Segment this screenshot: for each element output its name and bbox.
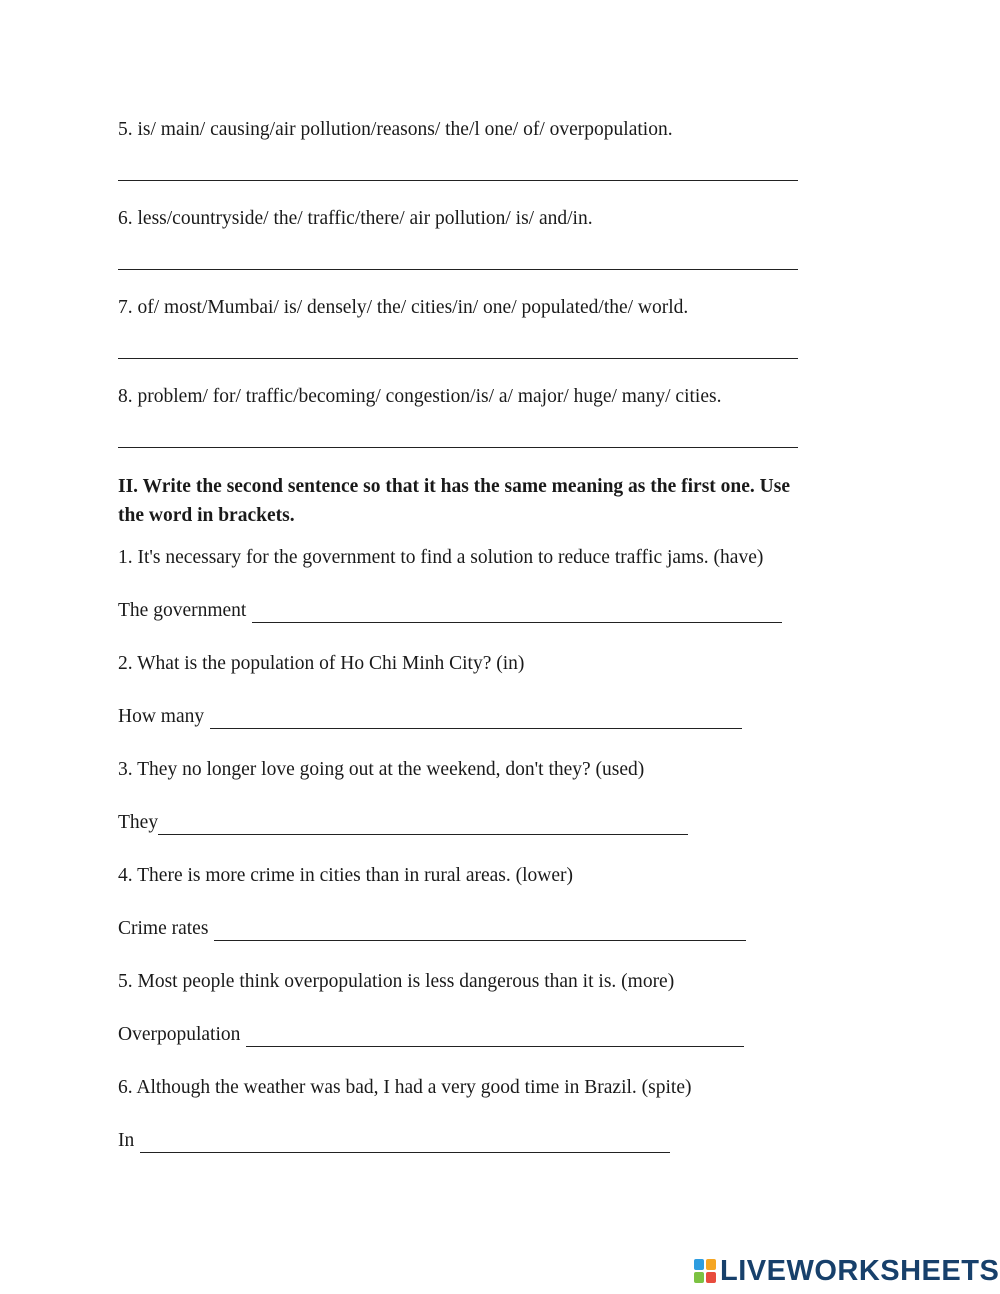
rewrite-answer-row-6 — [118, 1129, 670, 1153]
rewrite-answer-line-3[interactable] — [158, 816, 688, 835]
rewrite-answer-row-5 — [118, 1023, 744, 1047]
answer-line-5[interactable] — [118, 180, 798, 181]
rewrite-answer-row-1 — [118, 599, 782, 623]
exercise-item-6: 6. less/countryside/ the/ traffic/there/ air pollution/ is/ and/in. — [118, 208, 593, 229]
rewrite-prompt-5: 5. Most people think overpopulation is less dangerous than it is. (more) — [118, 971, 675, 992]
rewrite-prompt-4: 4. There is more crime in cities than in rural areas. (lower) — [118, 865, 574, 886]
exercise-item-5: 5. is/ main/ causing/air pollution/reasons/ the/l one/ of/ overpopulation. — [118, 119, 673, 140]
rewrite-starter-6: In — [118, 1130, 135, 1151]
rewrite-answer-row-2 — [118, 705, 742, 729]
logo-text: LIVEWORKSHEETS — [720, 1254, 1000, 1287]
rewrite-prompt-1: 1. It's necessary for the government to find a solution to reduce traffic jams. (have) — [118, 547, 764, 568]
rewrite-answer-line-5[interactable] — [246, 1028, 744, 1047]
exercise-item-8: 8. problem/ for/ traffic/becoming/ congestion/is/ a/ major/ huge/ many/ cities. — [118, 386, 722, 407]
logo-block-2 — [706, 1259, 716, 1270]
rewrite-prompt-2: 2. What is the population of Ho Chi Minh City? (in) — [118, 653, 525, 674]
rewrite-starter-2: How many — [118, 706, 205, 727]
liveworksheets-logo — [694, 1256, 999, 1286]
logo-block-4 — [706, 1272, 716, 1283]
rewrite-starter-3: They — [118, 812, 159, 833]
answer-line-6[interactable] — [118, 269, 798, 270]
rewrite-answer-line-6[interactable] — [140, 1134, 670, 1153]
rewrite-answer-row-3 — [118, 811, 688, 835]
logo-mark-icon — [694, 1259, 716, 1283]
answer-line-8[interactable] — [118, 447, 798, 448]
rewrite-starter-5: Overpopulation — [118, 1024, 241, 1045]
section-heading — [118, 472, 878, 530]
rewrite-prompt-3: 3. They no longer love going out at the weekend, don't they? (used) — [118, 759, 645, 780]
rewrite-answer-line-1[interactable] — [252, 604, 782, 623]
section-heading-line1: II. Write the second sentence so that it has the same meaning as the first one. Use — [118, 476, 790, 497]
logo-block-3 — [694, 1272, 704, 1283]
rewrite-starter-1: The government — [118, 600, 247, 621]
rewrite-answer-line-4[interactable] — [214, 922, 746, 941]
rewrite-prompt-6: 6. Although the weather was bad, I had a very good time in Brazil. (spite) — [118, 1077, 692, 1098]
rewrite-answer-line-2[interactable] — [210, 710, 742, 729]
section-heading-line2: the word in brackets. — [118, 505, 295, 526]
exercise-item-7: 7. of/ most/Mumbai/ is/ densely/ the/ cities/in/ one/ populated/the/ world. — [118, 297, 689, 318]
logo-block-1 — [694, 1259, 704, 1270]
rewrite-starter-4: Crime rates — [118, 918, 209, 939]
rewrite-answer-row-4 — [118, 917, 746, 941]
answer-line-7[interactable] — [118, 358, 798, 359]
